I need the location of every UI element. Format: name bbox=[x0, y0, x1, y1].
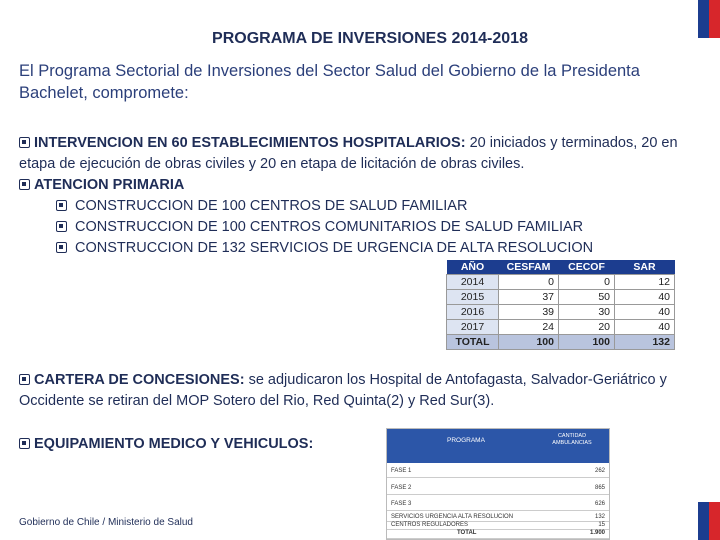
checkbox-bullet-icon bbox=[19, 438, 30, 449]
table-header-row bbox=[447, 260, 675, 275]
flag-bottom-decoration bbox=[698, 502, 720, 540]
checkbox-bullet-icon bbox=[56, 221, 67, 232]
table-total-row: TOTAL 100 100 132 bbox=[447, 335, 675, 350]
intervencion-label: INTERVENCION EN 60 ESTABLECIMIENTOS HOSPITALARIOS: bbox=[34, 135, 466, 151]
checkbox-bullet-icon bbox=[19, 179, 30, 190]
equipamiento-table-image bbox=[386, 428, 610, 540]
table-row: 2016 39 30 40 bbox=[447, 305, 675, 320]
flag-red-stripe bbox=[709, 502, 720, 540]
equip-table-header: PROGRAMA CANTIDAD AMBULANCIAS bbox=[387, 429, 609, 463]
atencion-item: CONSTRUCCION DE 132 SERVICIOS DE URGENCIA DE ALTA RESOLUCION bbox=[56, 238, 593, 259]
cartera-bullet bbox=[19, 370, 714, 412]
table-row: 2014 0 0 12 bbox=[447, 275, 675, 290]
col-header: AÑO bbox=[447, 260, 499, 275]
col-header: CESFAM bbox=[499, 260, 559, 275]
cartera-text: se adjudicaron los Hospital de Antofagasta, Salvador-Geriátrico y Occidente se retiran del MOP Sotero del Rio, Red Quinta(2) y Red Sur(3). bbox=[19, 372, 667, 409]
table-total-row: TOTAL 1.900 bbox=[387, 529, 609, 539]
intro-text: El Programa Sectorial de Inversiones del Sector Salud del Gobierno de la Presidenta Bachelet, compromete: bbox=[19, 62, 640, 102]
table-row: FASE 3 626 bbox=[387, 498, 609, 511]
footer-text: Gobierno de Chile / Ministerio de Salud bbox=[19, 517, 193, 528]
equipamiento-label: EQUIPAMIENTO MEDICO Y VEHICULOS: bbox=[34, 436, 314, 452]
intervencion-text: 20 iniciados y terminados, 20 en etapa de ejecución de obras civiles y 20 en etapa de licitación de obras civiles. bbox=[19, 135, 678, 172]
flag-blue-stripe bbox=[698, 502, 709, 540]
checkbox-bullet-icon bbox=[19, 374, 30, 385]
col-header: SAR bbox=[615, 260, 675, 275]
table-row: 2017 24 20 40 bbox=[447, 320, 675, 335]
atencion-bullet bbox=[19, 175, 714, 196]
atencion-primaria-table bbox=[446, 260, 675, 350]
table-row: FASE 1 262 bbox=[387, 465, 609, 478]
col-header: CECOF bbox=[559, 260, 615, 275]
checkbox-bullet-icon bbox=[19, 137, 30, 148]
atencion-item: CONSTRUCCION DE 100 CENTROS COMUNITARIOS DE SALUD FAMILIAR bbox=[56, 217, 583, 238]
intervencion-bullet bbox=[19, 133, 714, 175]
table-row: CENTROS REGULADORES 15 bbox=[387, 521, 609, 530]
table-row: SERVICIOS URGENCIA ALTA RESOLUCION 132 bbox=[387, 513, 609, 522]
equipamiento-bullet bbox=[19, 434, 313, 455]
atencion-item: CONSTRUCCION DE 100 CENTROS DE SALUD FAMILIAR bbox=[56, 196, 467, 217]
checkbox-bullet-icon bbox=[56, 200, 67, 211]
atencion-label: ATENCION PRIMARIA bbox=[34, 177, 185, 193]
table-row: 2015 37 50 40 bbox=[447, 290, 675, 305]
page-title: PROGRAMA DE INVERSIONES 2014-2018 bbox=[212, 30, 528, 47]
cartera-label: CARTERA DE CONCESIONES: bbox=[34, 372, 245, 388]
checkbox-bullet-icon bbox=[56, 242, 67, 253]
table-row: FASE 2 865 bbox=[387, 482, 609, 495]
